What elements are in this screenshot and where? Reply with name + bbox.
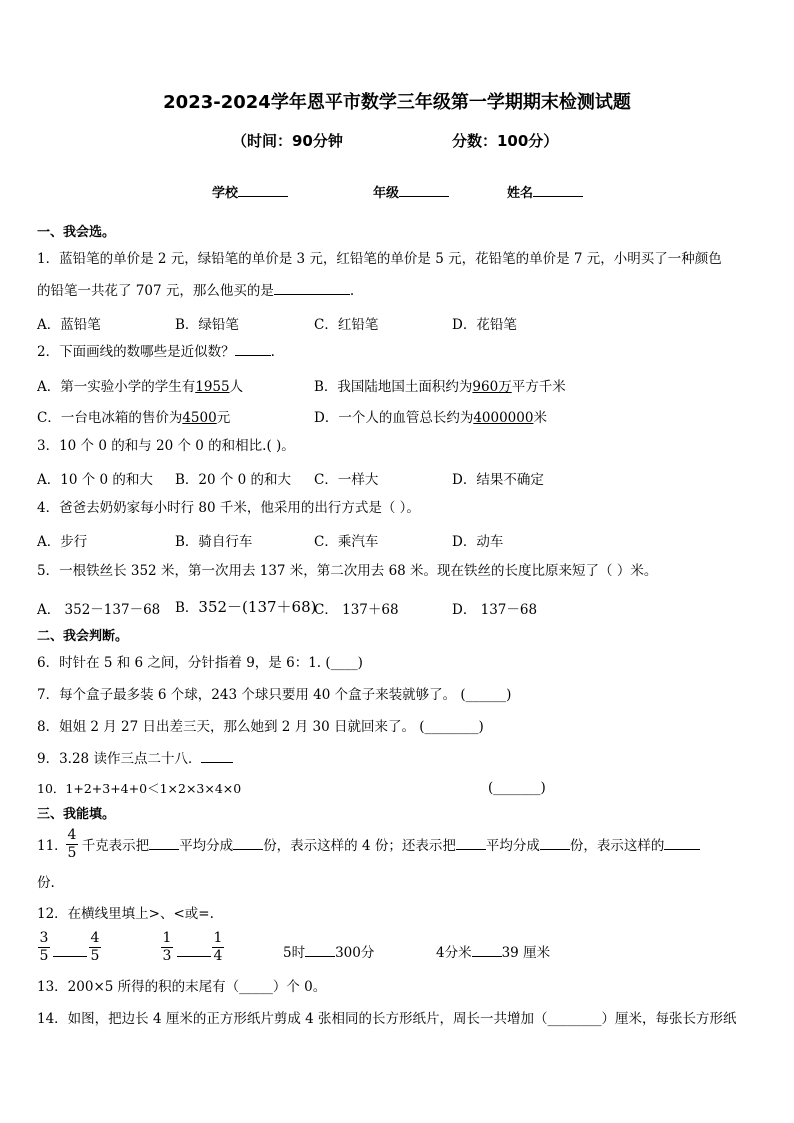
q1-option-a: A．蓝铅笔 <box>37 317 101 333</box>
q5-stem: 5．一根铁丝长 352 米，第一次用去 137 米，第二次用去 68 米。现在铁丝的长度比原来短了（ ）米。 <box>37 563 658 579</box>
q1-option-b: B．绿铅笔 <box>175 317 239 333</box>
q8-stem: 8．姐姐 2 月 27 日出差三天，那么她到 2 月 30 日就回来了。 (________) <box>37 719 484 735</box>
grade-field: 年级 <box>373 182 449 201</box>
q12-fraction-4: $\frac{1}{4}$ <box>213 930 223 964</box>
time-info: （时间：90分钟 <box>232 132 343 150</box>
q4-option-c: C．乘汽车 <box>314 534 379 550</box>
q4-option-a: A．步行 <box>37 534 88 550</box>
q5-option-d: D． 137－68 <box>452 602 538 618</box>
q13-stem: 13．200×5 所得的积的末尾有（_____）个 0。 <box>37 979 327 995</box>
q12-stem: 12．在横线里填上>、<或=. <box>37 906 214 922</box>
q14-stem: 14．如图，把边长 4 厘米的正方形纸片剪成 4 张相同的长方形纸片，周长一共增加（________）厘米，每张长方形纸 <box>37 1011 737 1027</box>
q7-stem: 7．每个盒子最多装 6 个球，243 个球只要用 40 个盒子来装就够了。 (______) <box>37 687 512 703</box>
q3-option-b: B．20 个 0 的和大 <box>175 472 292 488</box>
q11-fraction: $\frac{4}{5}$ <box>67 827 77 861</box>
q10-answer-blank: (_______) <box>488 780 546 796</box>
name-field: 姓名 <box>507 182 583 201</box>
page-title: 2023-2024学年恩平市数学三年级第一学期期末检测试题 <box>163 92 631 113</box>
q10-stem: 10．1+2+3+4+0＜1×2×3×4×0 <box>37 781 242 796</box>
q2-option-d: D．一个人的血管总长约为4000000米 <box>314 410 547 426</box>
q4-option-b: B．骑自行车 <box>175 534 253 550</box>
q12-fraction-2: $\frac{4}{5}$ <box>90 930 100 964</box>
q1-option-c: C．红铅笔 <box>314 317 379 333</box>
score-info: 分数：100分） <box>452 132 559 150</box>
q6-stem: 6．时针在 5 和 6 之间，分针指着 9，是 6：1. (____) <box>37 655 363 671</box>
q12-fraction-1: $\frac{3}{5}$ <box>39 930 49 964</box>
q11-line1: 11． 千克表示把 平均分成 份，表示这样的 4 份；还表示把 平均分成 份，表示这样的 <box>37 837 700 855</box>
q12-fraction-3: $\frac{1}{3}$ <box>162 930 172 964</box>
section-heading-3: 三、我能填。 <box>37 807 116 822</box>
q3-option-c: C．一样大 <box>314 472 379 488</box>
q12-blank-2 <box>177 956 211 957</box>
q11-line2: 份. <box>37 875 55 891</box>
q4-option-d: D．动车 <box>452 534 504 550</box>
q4-stem: 4．爸爸去奶奶家每小时行 80 千米，他采用的出行方式是（ ）。 <box>37 500 420 516</box>
q9-stem: 9．3.28 读作三点二十八． <box>37 750 233 768</box>
q12-blank-1 <box>53 956 87 957</box>
section-heading-2: 二、我会判断。 <box>37 629 129 644</box>
q12-compare-4: 4分米 39 厘米 <box>436 945 551 961</box>
q2-option-b: B．我国陆地国土面积约为960万平方千米 <box>314 379 566 395</box>
q2-option-c: C．一台电冰箱的售价为4500元 <box>37 410 231 426</box>
q1-stem-line1: 1．蓝铅笔的单价是 2 元，绿铅笔的单价是 3 元，红铅笔的单价是 5 元，花铅笔的单价是 7 元，小明买了一种颜色 <box>37 251 722 267</box>
section-heading-1: 一、我会选。 <box>37 225 116 240</box>
q5-option-c: C． 137＋68 <box>314 602 399 618</box>
q12-compare-3: 5时 300分 <box>283 945 375 961</box>
q3-option-d: D．结果不确定 <box>452 472 544 488</box>
q1-option-d: D．花铅笔 <box>452 317 517 333</box>
q5-option-b: B．352－(137＋68) <box>175 598 317 616</box>
q3-stem: 3．10 个 0 的和与 20 个 0 的和相比.( )。 <box>37 438 295 454</box>
school-field: 学校 <box>212 182 288 201</box>
q2-option-a: A．第一实验小学的学生有1955人 <box>37 379 244 395</box>
q1-stem-line2: 的铅笔一共花了 707 元，那么他买的是 . <box>37 283 355 299</box>
q5-option-a: A． 352－137－68 <box>37 602 161 618</box>
q3-option-a: A．10 个 0 的和大 <box>37 472 153 488</box>
q2-stem: 2．下面画线的数哪些是近似数？ . <box>37 344 275 360</box>
